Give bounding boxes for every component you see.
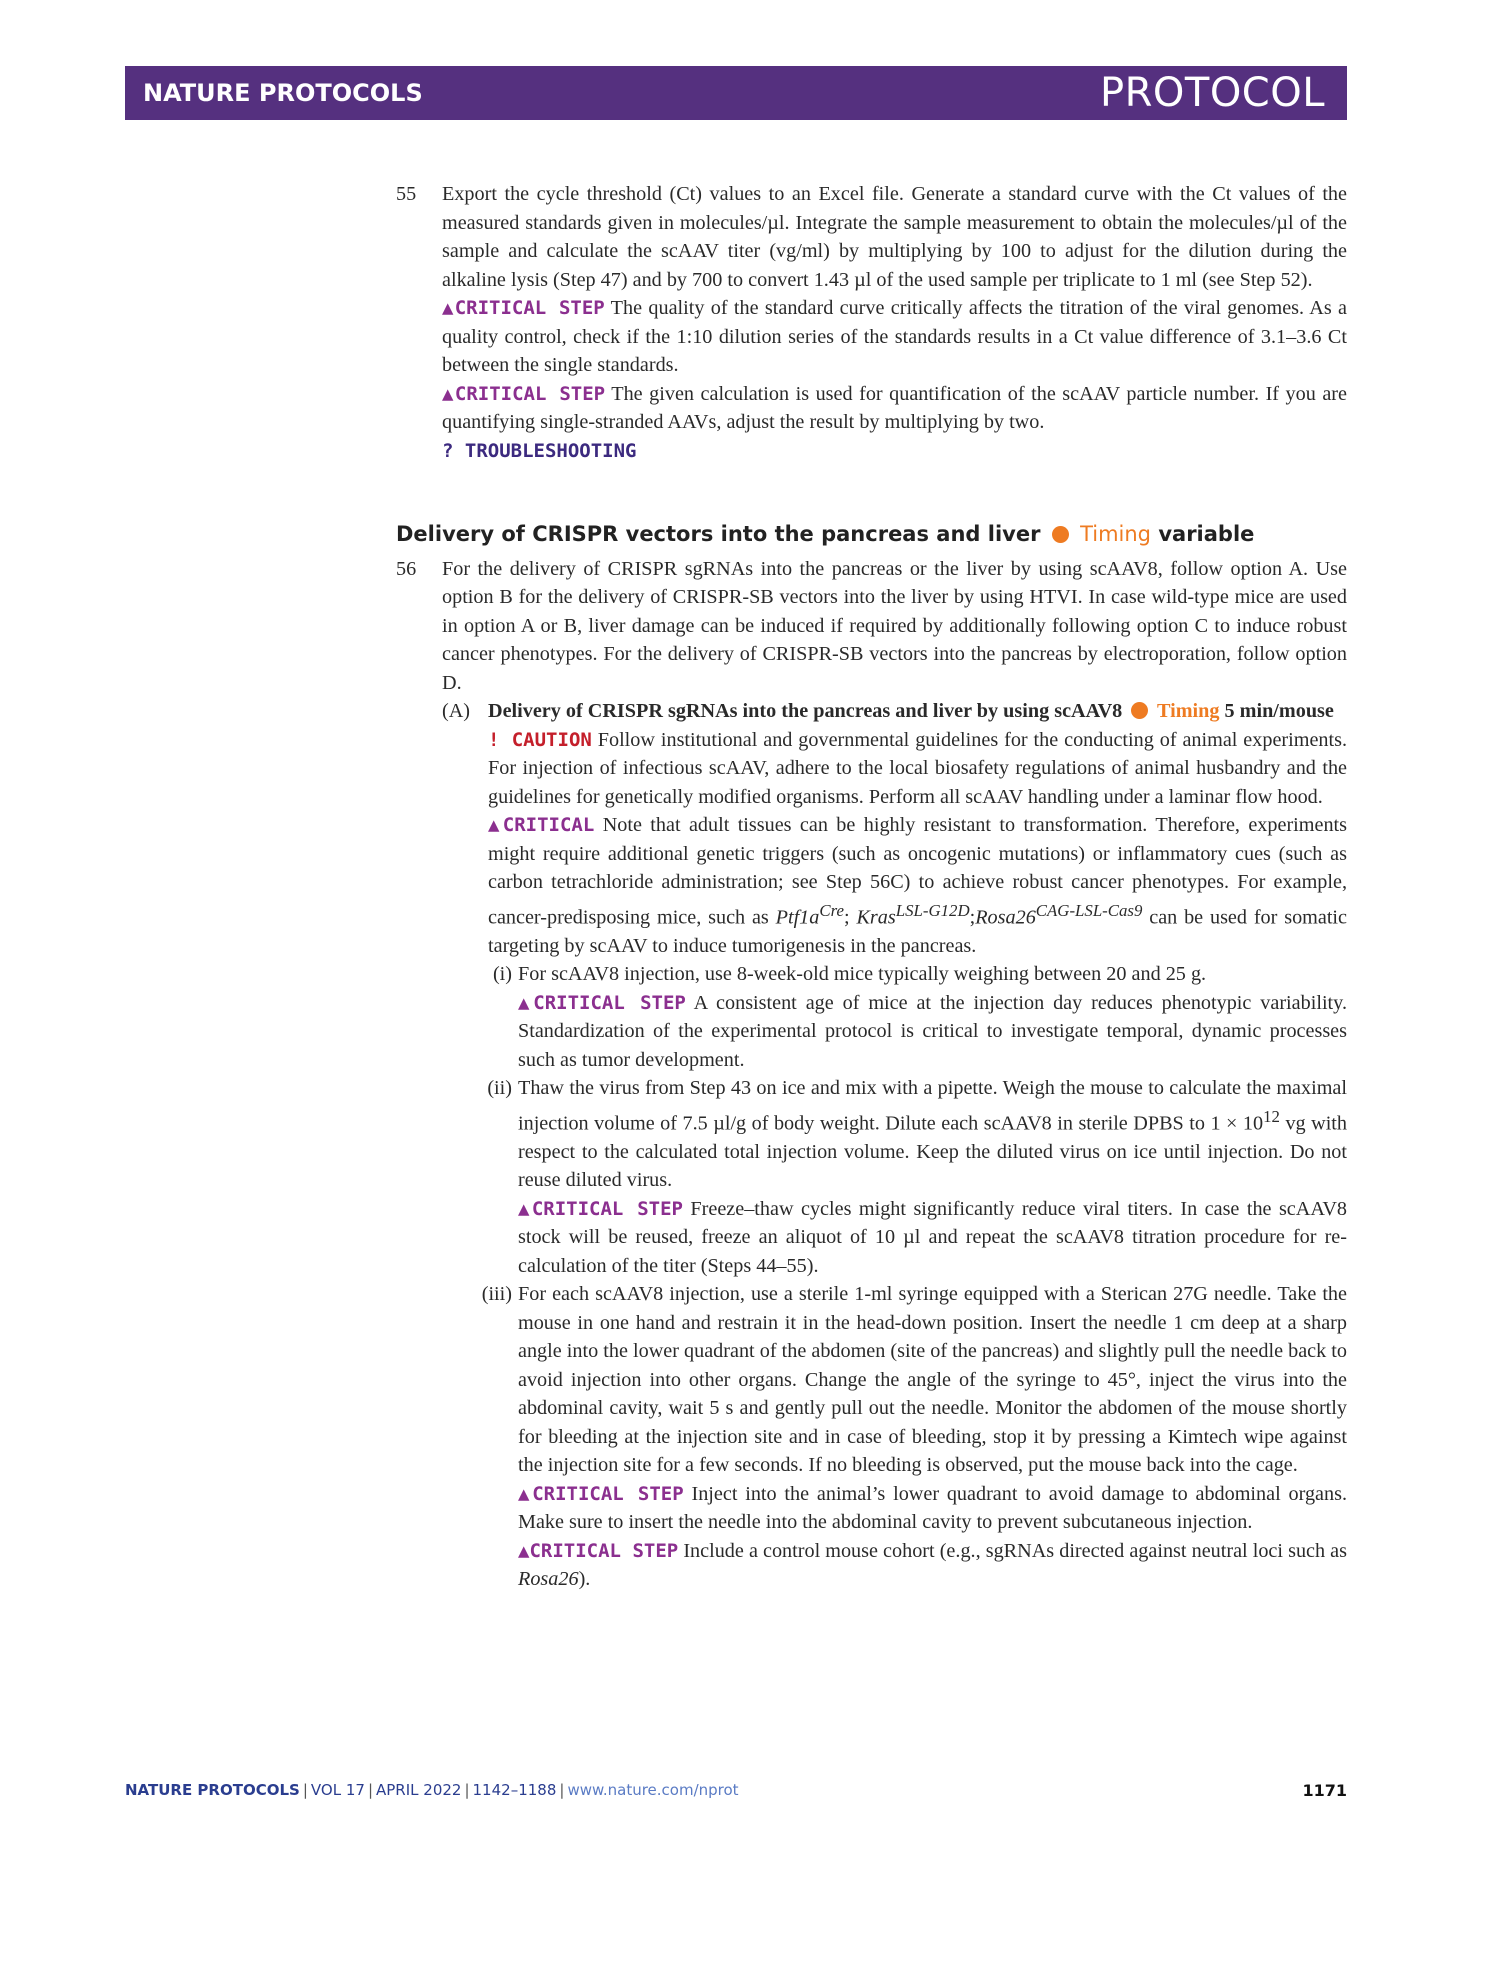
step-text: Export the cycle threshold (Ct) values to an Excel file. Generate a standard curve with the Ct values of the measured standards given in molecules/µl. Integrate the sample measurement to obtain the molecules/µl of the sample and calculate the scAAV titer (vg/ml) by multiplying by 100 to adjust for the dilution during the alkaline lysis (Step 47) and by 700 to convert 1.43 µl of the used sample per triplicate to 1 ml (see Step 52).: [442, 183, 1347, 291]
step-55: [396, 180, 1347, 465]
timing-value: variable: [1158, 522, 1255, 546]
critical-step-label: ▲CRITICAL STEP: [518, 1539, 679, 1562]
critical-step-label: ▲CRITICAL STEP: [442, 382, 606, 405]
critical-step-note: [442, 294, 1347, 380]
caution-note: [488, 726, 1347, 812]
troubleshooting-link[interactable]: ? TROUBLESHOOTING: [442, 439, 637, 462]
gene-allele: LSL-G12D: [895, 900, 970, 920]
step-number: 55: [396, 183, 417, 205]
critical-step-note: [518, 1195, 1347, 1281]
timing-label: Timing: [1157, 700, 1220, 722]
critical-step-text: A consistent age of mice at the injection day reduces phenotypic variability. Standardization of the experimental protocol is critical to investigate temporal, dynamic processes such as tumor development.: [518, 991, 1347, 1071]
critical-step-text: The quality of the standard curve critically affects the titration of the viral genomes. As a quality control, check if the 1:10 dilution series of the standards results in a Ct value difference of 3.1–3.6 Ct between the single standards.: [442, 297, 1347, 376]
critical-step-label: ▲CRITICAL STEP: [518, 991, 686, 1014]
critical-step-note: [518, 989, 1347, 1075]
critical-step-note: [518, 1480, 1347, 1537]
substep-ii: [396, 1074, 1347, 1280]
footer-volume: VOL 17: [310, 1781, 365, 1799]
substep-text: For scAAV8 injection, use 8-week-old mice typically weighing between 20 and 25 g.: [518, 963, 1207, 986]
footer-date: APRIL 2022: [376, 1781, 462, 1799]
section-title: Delivery of CRISPR vectors into the pancreas and liver: [396, 522, 1041, 546]
section-heading: [396, 520, 1347, 549]
gene-name: Rosa26: [975, 906, 1036, 929]
substep-number: (i): [492, 963, 512, 986]
substep-iii: [396, 1280, 1347, 1594]
critical-note: ▲CRITICAL Note that adult tissues can be highly resistant to transformation. Therefore, experiments might require additional genetic triggers (such as oncogenic mutations) or inflammatory cues (such as carbon tetrachloride administration; see Step 56C) to achieve robust cancer phenotypes. For example, cancer-predisposing mice, such as $Ptf1a^{Cre}$; $Kras^{LSL-G12D};Rosa26^{CAG-LSL-Cas9}$ can be used for somatic targeting by scAAV to induce tumorigenesis in the pancreas.: [488, 814, 1348, 957]
gene-name: Rosa26: [518, 1568, 579, 1591]
footer-url[interactable]: www.nature.com/nprot: [567, 1781, 739, 1799]
critical-step-text: Freeze–thaw cycles might significantly reduce viral titers. In case the scAAV8 stock will be reused, freeze an aliquot of 10 µl and repeat the scAAV8 titration procedure for re-calculation of the titer (Steps 44–55).: [518, 1197, 1347, 1277]
critical-step-label: ▲CRITICAL STEP: [518, 1482, 684, 1505]
critical-step-note: [442, 380, 1347, 437]
gene-allele: CAG-LSL-Cas9: [1035, 900, 1143, 920]
option-title: [488, 697, 1347, 726]
caution-label: ! CAUTION: [488, 728, 592, 751]
timing-label: Timing: [1080, 522, 1152, 546]
substep-text: For each scAAV8 injection, use a sterile 1-ml syringe equipped with a Sterican 27G needle. Take the mouse in one hand and restrain it in the head-down position. Insert the needle 1 cm deep at a sharp angle into the lower quadrant of the abdomen (site of the pancreas) and slightly pull the needle back to avoid injection into other organs. Change the angle of the syringe to 45°, inject the virus into the abdominal cavity, wait 5 s and gently pull out the needle. Monitor the abdomen of the mouse shortly for bleeding at the injection site and in case of bleeding, stop it by pressing a Kimtech wipe against the injection site for a few seconds. If no bleeding is observed, put the mouse back into the cage.: [518, 1283, 1347, 1477]
critical-step-label: ▲CRITICAL STEP: [518, 1197, 683, 1220]
exponent: 12: [1263, 1106, 1280, 1126]
article-type: PROTOCOL: [1099, 70, 1325, 116]
gene-allele: Cre: [819, 900, 844, 920]
substep-i: [396, 960, 1347, 1074]
option-number: (A): [442, 700, 471, 722]
critical-step-text: Include a control mouse cohort (e.g., sgRNAs directed against neutral loci such as: [683, 1539, 1347, 1562]
substep-text: [518, 1074, 1347, 1195]
critical-label: ▲CRITICAL: [488, 814, 595, 836]
page-content: [396, 180, 1347, 1594]
critical-step-text: Inject into the animal’s lower quadrant to avoid damage to abdominal organs. Make sure to insert the needle into the abdominal cavity to prevent subcutaneous injection.: [518, 1482, 1348, 1534]
substep-number: (iii): [481, 1283, 512, 1306]
timing-clock-icon: [1052, 526, 1069, 543]
step-number: 56: [396, 557, 417, 580]
step-text: For the delivery of CRISPR sgRNAs into the pancreas or the liver by using scAAV8, follow option A. Use option B for the delivery of CRISPR-SB vectors into the liver by using HTVI. In case wild-type mice are used in option A or B, liver damage can be induced if required by additionally following option C to induce robust cancer phenotypes. For the delivery of CRISPR-SB vectors into the pancreas by electroporation, follow option D.: [442, 557, 1347, 694]
journal-banner: [125, 66, 1347, 120]
page-number: 1171: [1302, 1781, 1347, 1800]
caution-text: Follow institutional and governmental guidelines for the conducting of animal experiments. For injection of infectious scAAV, adhere to the local biosafety regulations of animal husbandry and the guidelines for genetically modified organisms. Perform all scAAV handling under a laminar flow hood.: [488, 728, 1348, 808]
critical-text: Note that adult tissues can be highly resistant to transformation. Therefore, experiments might require additional genetic triggers (such as oncogenic mutations) or inflammatory cues (such as carbon tetrachloride administration; see Step 56C) to achieve robust cancer phenotypes. For example, cancer-predisposing mice, such as: [488, 814, 1348, 929]
critical-step-label: ▲CRITICAL STEP: [442, 297, 605, 319]
journal-name: NATURE PROTOCOLS: [143, 79, 423, 107]
option-title-text: Delivery of CRISPR sgRNAs into the pancreas and liver by using scAAV8: [488, 700, 1123, 722]
critical-step-note: [518, 1537, 1347, 1594]
critical-step-text: The given calculation is used for quantification of the scAAV particle number. If you are quantifying single-stranded AAVs, adjust the result by multiplying by two.: [442, 382, 1347, 433]
gene-name: Ptf1a: [775, 906, 820, 929]
substep-number: (ii): [487, 1077, 512, 1100]
critical-text: can be used for somatic targeting by scAAV to induce tumorigenesis in the pancreas.: [488, 906, 1348, 957]
gene-name: Kras: [856, 906, 896, 929]
footer-pages: 1142–1188: [472, 1781, 557, 1799]
footer-journal: NATURE PROTOCOLS: [125, 1781, 300, 1799]
option-a: [396, 697, 1347, 960]
substep-text-part: Thaw the virus from Step 43 on ice and mix with a pipette. Weigh the mouse to calculate the maximal injection volume of 7.5 µl/g of body weight. Dilute each scAAV8 in sterile DPBS to 1 × 10: [518, 1077, 1347, 1135]
page-footer: NATURE PROTOCOLS | VOL 17 | APRIL 2022 | 1142–1188 | www.nature.com/nprot 1171: [125, 1781, 1347, 1800]
step-56: [396, 555, 1347, 698]
critical-step-text: ).: [578, 1568, 591, 1591]
timing-clock-icon: [1131, 702, 1148, 719]
substep-text-part: vg with respect to the calculated total injection volume. Keep the diluted virus on ice until injection. Do not reuse diluted virus.: [518, 1112, 1348, 1192]
timing-value: 5 min/mouse: [1224, 700, 1334, 722]
